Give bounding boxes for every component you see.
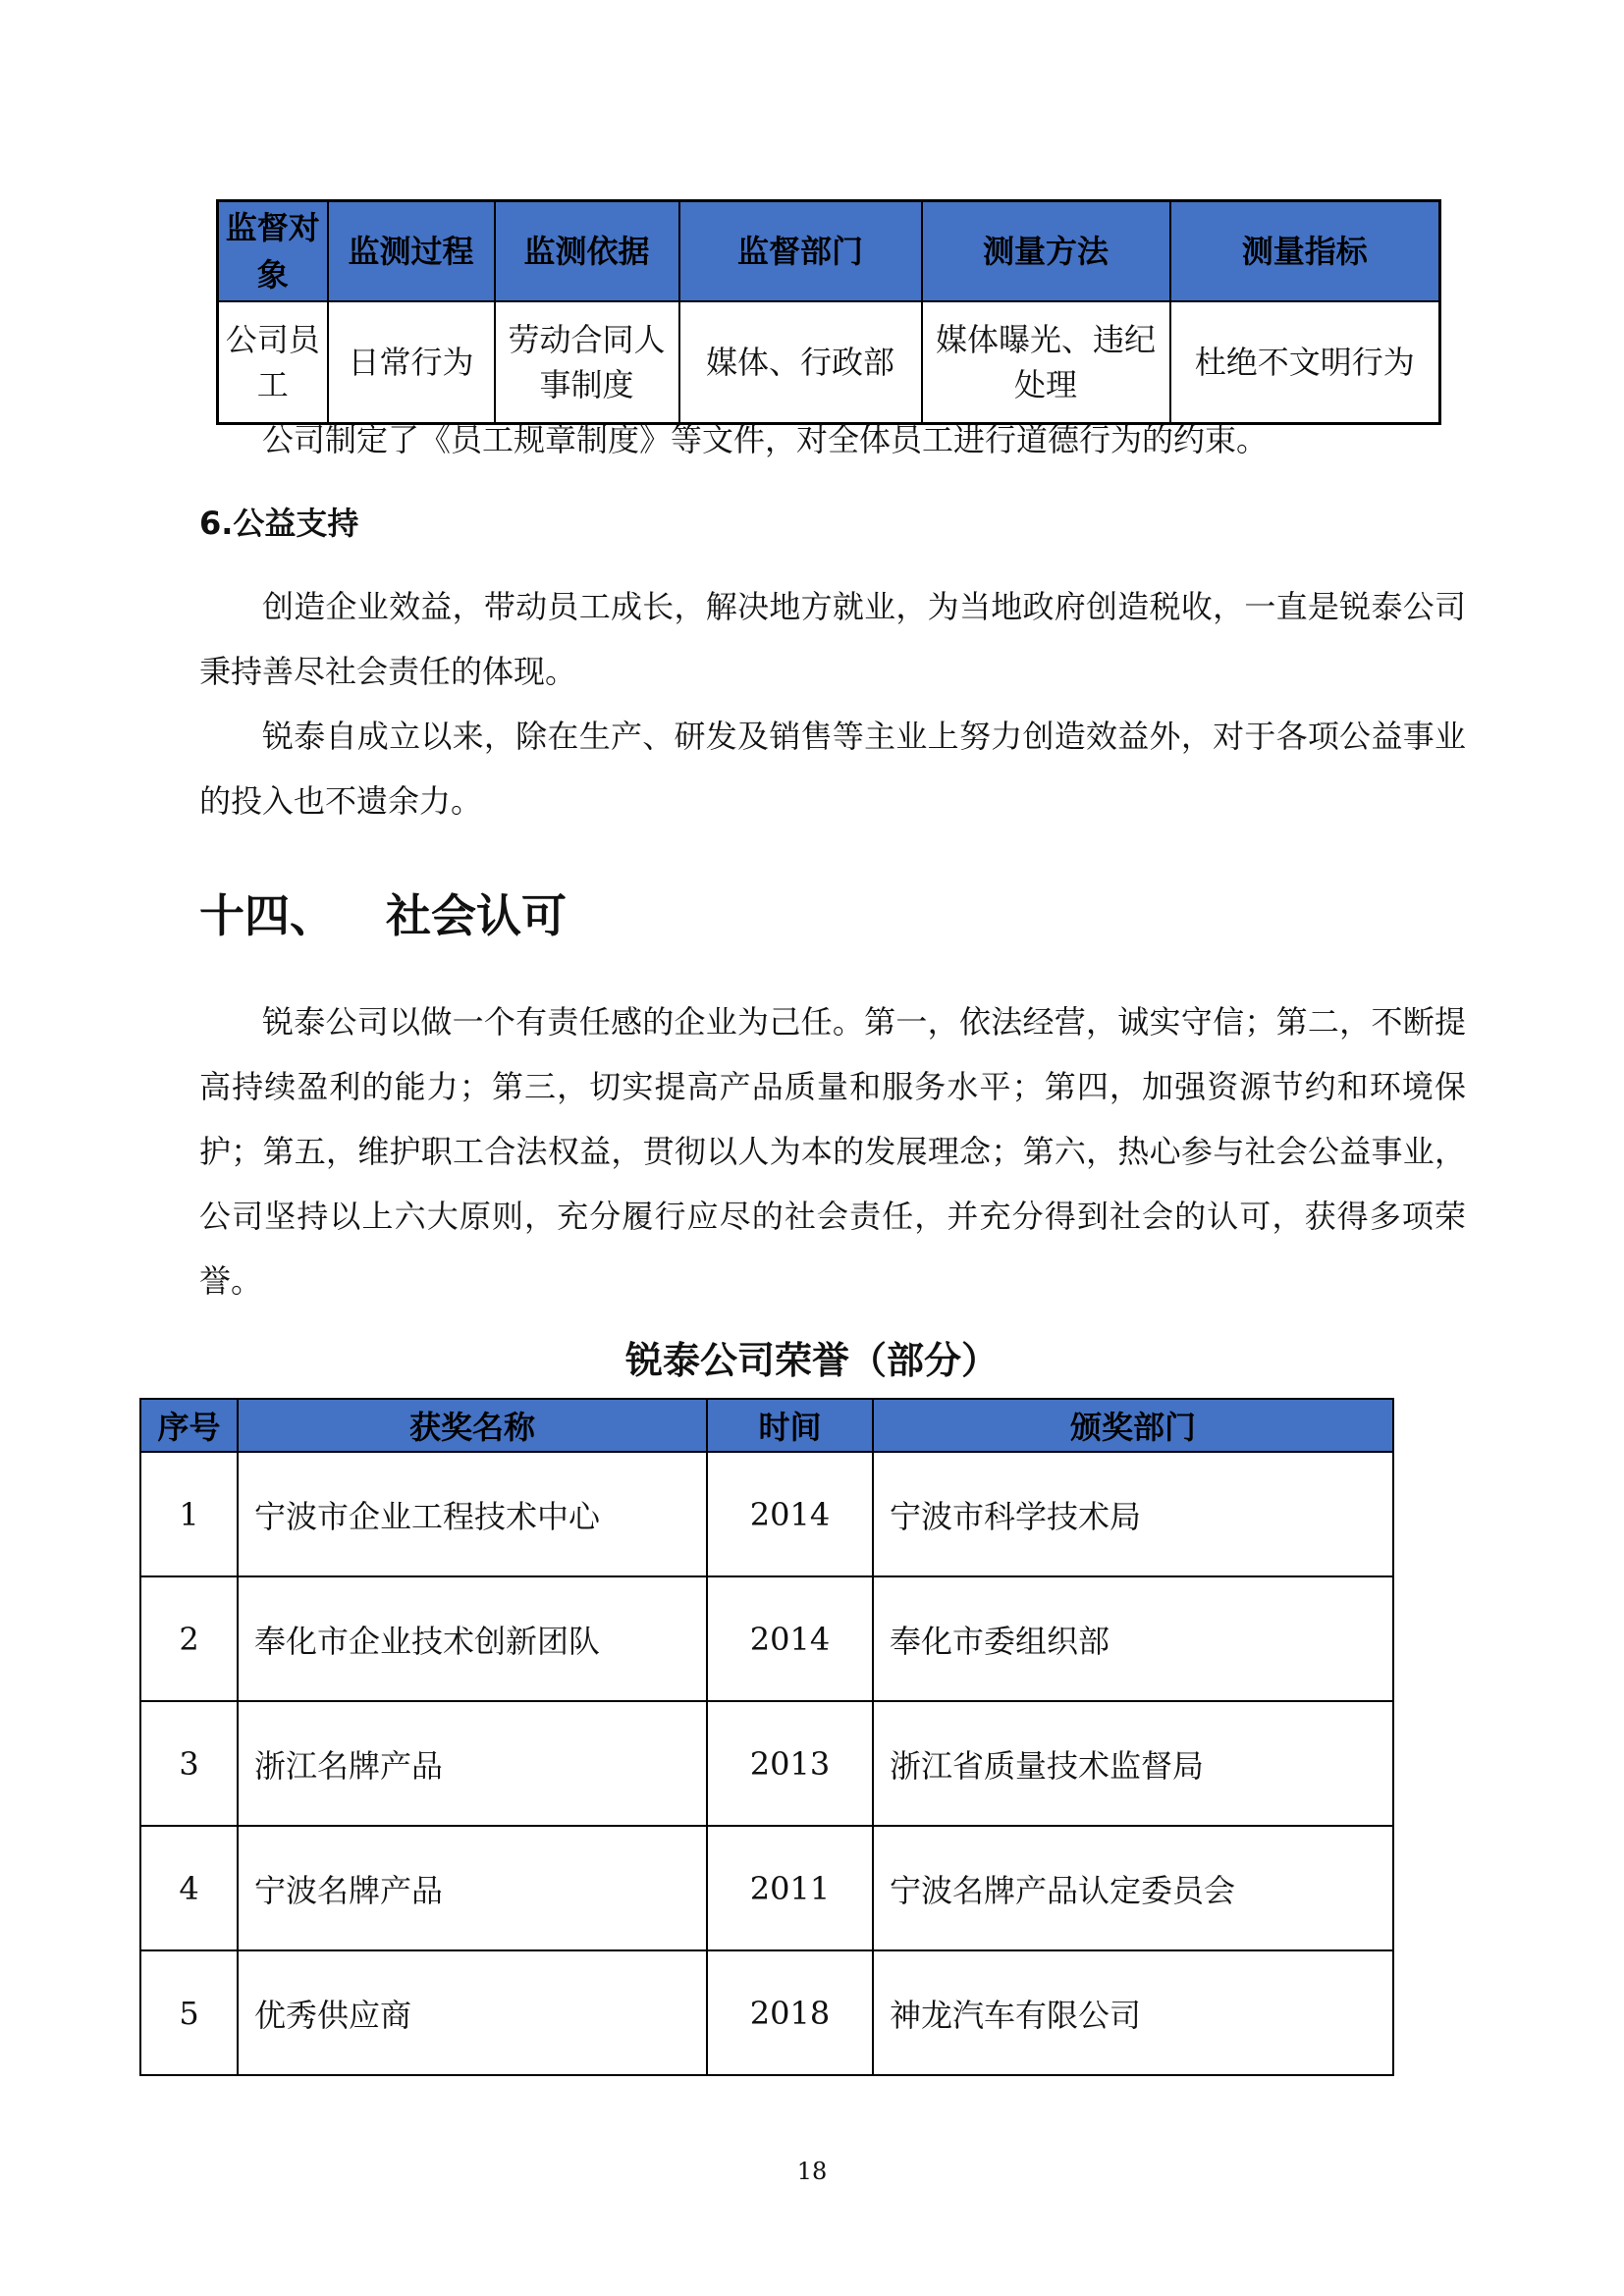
cell-award-name: 优秀供应商: [238, 1950, 707, 2075]
cell-seq: 1: [140, 1452, 238, 1576]
table-row: [140, 1701, 1393, 1826]
cell-awarding-dept: 浙江省质量技术监督局: [873, 1701, 1393, 1826]
header-time: 时间: [707, 1399, 873, 1452]
cell-awarding-dept: 宁波市科学技术局: [873, 1452, 1393, 1576]
header-monitoring-process: 监测过程: [328, 201, 495, 302]
honor-header-row: [140, 1399, 1393, 1452]
cell-awarding-dept: 奉化市委组织部: [873, 1576, 1393, 1701]
chapter-title: 社会认可: [386, 889, 567, 942]
table-row: [140, 1826, 1393, 1950]
honor-table-title: 锐泰公司荣誉（部分）: [624, 1339, 999, 1382]
cell-time: 2018: [707, 1950, 873, 2075]
page-number: 18: [796, 2158, 828, 2185]
table-row: [140, 1950, 1393, 2075]
chapter-number: 十四、: [199, 889, 335, 942]
supervision-header-row: [218, 201, 1440, 302]
cell-seq: 2: [140, 1576, 238, 1701]
cell-award-name: 宁波名牌产品: [238, 1826, 707, 1950]
header-awarding-dept: 颁奖部门: [873, 1399, 1393, 1452]
cell-basis: 劳动合同人事制度: [495, 301, 679, 424]
honor-table: [139, 1398, 1394, 2076]
header-monitoring-basis: 监测依据: [495, 201, 679, 302]
cell-seq: 3: [140, 1701, 238, 1826]
header-supervision-dept: 监督部门: [679, 201, 922, 302]
header-supervision-target: 监督对象: [218, 201, 328, 302]
note-line: 公司制定了《员工规章制度》等文件，对全体员工进行道德行为的约束。: [262, 421, 1269, 458]
section-6-heading: 6.公益支持: [199, 505, 359, 542]
cell-time: 2011: [707, 1826, 873, 1950]
cell-method: 媒体曝光、违纪处理: [922, 301, 1170, 424]
cell-time: 2013: [707, 1701, 873, 1826]
header-measurement-method: 测量方法: [922, 201, 1170, 302]
supervision-row: [218, 301, 1440, 424]
cell-seq: 5: [140, 1950, 238, 2075]
table-row: [140, 1452, 1393, 1576]
cell-time: 2014: [707, 1452, 873, 1576]
header-award-name: 获奖名称: [238, 1399, 707, 1452]
cell-award-name: 浙江名牌产品: [238, 1701, 707, 1826]
supervision-table: [216, 199, 1441, 425]
cell-time: 2014: [707, 1576, 873, 1701]
header-seq: 序号: [140, 1399, 238, 1452]
header-measurement-indicator: 测量指标: [1170, 201, 1440, 302]
cell-awarding-dept: 宁波名牌产品认定委员会: [873, 1826, 1393, 1950]
cell-indicator: 杜绝不文明行为: [1170, 301, 1440, 424]
chapter-paragraph: 锐泰公司以做一个有责任感的企业为己任。第一，依法经营，诚实守信；第二，不断提高持续盈利的能力；第三，切实提高产品质量和服务水平；第四，加强资源节约和环境保护；第五，维护职工合法权益，贯彻以人为本的发展理念；第六，热心参与社会公益事业，公司坚持以上六大原则，充分履行应尽的社会责任，并充分得到社会的认可，获得多项荣誉。: [199, 1003, 1466, 1300]
cell-seq: 4: [140, 1826, 238, 1950]
section-6-paragraph-2: 锐泰自成立以来，除在生产、研发及销售等主业上努力创造效益外，对于各项公益事业的投入也不遗余力。: [199, 718, 1466, 820]
section-6-paragraph-1: 创造企业效益，带动员工成长，解决地方就业，为当地政府创造税收，一直是锐泰公司秉持善尽社会责任的体现。: [199, 588, 1466, 690]
chapter-heading: [199, 881, 567, 945]
cell-award-name: 奉化市企业技术创新团队: [238, 1576, 707, 1701]
cell-target: 公司员工: [218, 301, 328, 424]
cell-awarding-dept: 神龙汽车有限公司: [873, 1950, 1393, 2075]
table-row: [140, 1576, 1393, 1701]
cell-dept: 媒体、行政部: [679, 301, 922, 424]
cell-award-name: 宁波市企业工程技术中心: [238, 1452, 707, 1576]
cell-process: 日常行为: [328, 301, 495, 424]
